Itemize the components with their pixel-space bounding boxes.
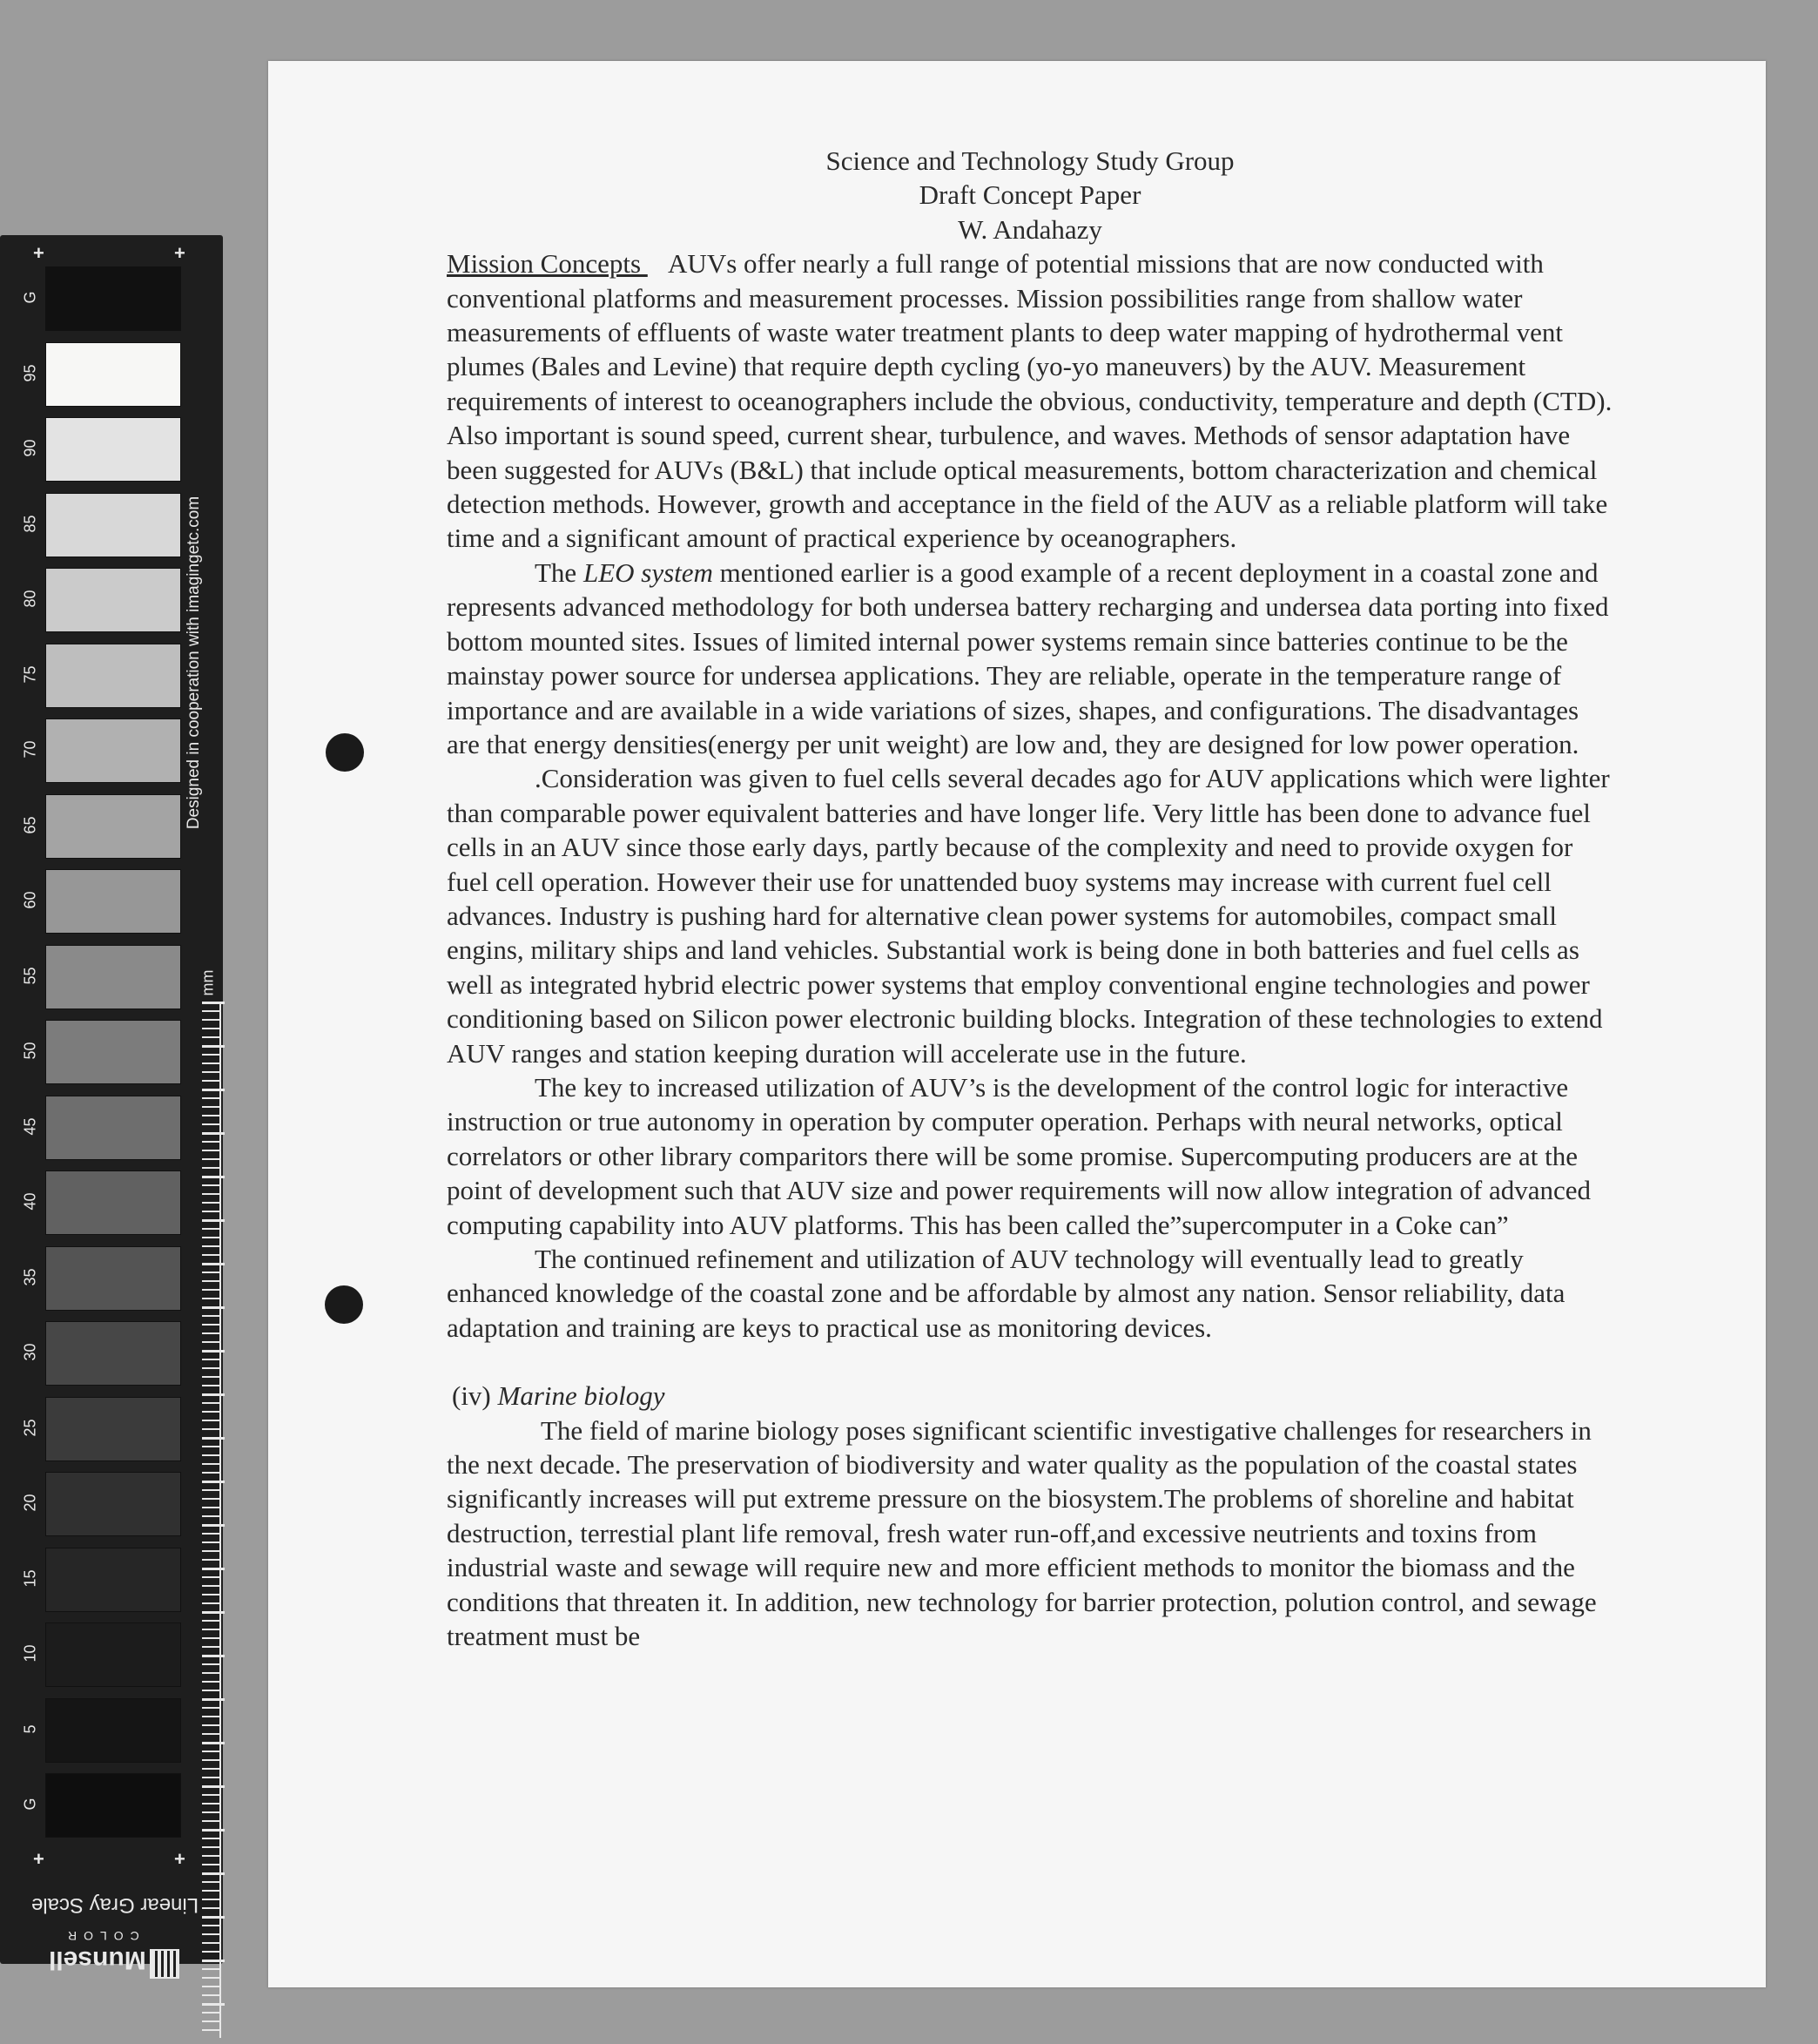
section-heading-marine-biology	[447, 1379, 1613, 1413]
gray-level-label: 15	[21, 1568, 39, 1588]
paragraph-mission-concepts	[447, 246, 1613, 556]
gray-level-label: 30	[21, 1343, 39, 1361]
munsell-logo-icon	[150, 1949, 179, 1979]
gray-swatch	[45, 869, 181, 934]
gray-level-label: G	[21, 291, 39, 304]
gray-swatch	[45, 1548, 181, 1612]
paragraph-1-text: AUVs offer nearly a full range of potential missions that are now conducted with conventional platforms and measurement processes. Mission possibilities range from shallow water measurements of effluents of waste water treatment plants to deep water mapping of hydrothermal vent plumes (Bales and Levine) that require depth cycling (yo-yo maneuvers) by the AUV. Measurement requirements of interest to oceanographers include the obvious, conductivity, temperature and depth (CTD). Also important is sound speed, current shear, turbulence, and waves. Methods of sensor adaptation have been suggested for AUVs (B&L) that include optical measurements, bottom characterization and chemical detection methods. However, growth and acceptance in the field of the AUV as a reliable platform will take time and a significant amount of practical experience by oceanographers.	[447, 248, 1613, 554]
gray-swatch	[45, 1622, 181, 1687]
card-credit: Designed in cooperation with imagingetc.com	[185, 496, 203, 830]
document-header	[447, 144, 1613, 246]
gray-level-label: 60	[21, 891, 39, 909]
card-brand-name: Munsell	[49, 1946, 146, 1974]
registration-plus: +	[33, 1848, 44, 1870]
punch-hole-bottom	[325, 1285, 363, 1324]
header-line-1: Science and Technology Study Group	[825, 145, 1235, 176]
gray-level-label: 90	[21, 439, 39, 457]
gray-swatch	[45, 1321, 181, 1386]
paragraph-2-lead: The	[535, 557, 583, 588]
paragraph-marine-biology: The field of marine biology poses significant scientific investigative challenges for researchers in the next decade. The preservation of biodiversity and water quality as the population of the coastal states significantly increases will put extreme pressure on the biosystem.The problems of shoreline and habitat destruction, terrestial plant life removal, fresh water run-off,and excessive neutrients and toxins from industrial waste and sewage will require new and more efficient methods to monitor the biomass and the conditions that threaten it. In addition, new technology for barrier protection, polution control, and sewage treatment must be	[447, 1414, 1597, 1652]
gray-level-label: 75	[21, 664, 39, 684]
ruler-unit: mm	[199, 969, 217, 996]
section-title: Marine biology	[497, 1380, 665, 1412]
gray-level-label: 20	[21, 1494, 39, 1512]
gray-level-label: 10	[21, 1644, 39, 1663]
gray-level-label: 85	[21, 514, 39, 533]
header-author: W. Andahazy	[958, 213, 1102, 245]
gray-level-label: 55	[21, 966, 39, 985]
document-body	[447, 144, 1613, 1653]
gray-swatch	[45, 1020, 181, 1084]
card-brand-sub: COLOR	[61, 1929, 139, 1943]
leo-system-term: LEO system	[582, 557, 713, 588]
mission-concepts-heading: Mission Concepts	[447, 248, 648, 280]
gray-swatch	[45, 1170, 181, 1235]
gray-level-label: 40	[21, 1192, 39, 1211]
gray-level-label: 25	[21, 1418, 39, 1437]
paragraph-fuel-cells: .Consideration was given to fuel cells several decades ago for AUV applications which were lighter than comparable power equivalent batteries and have longer life. Very little has been done to advance fuel cells in an AUV since those early days, partly because of the complexity and need to provide oxygen for fuel cell operation. However their use for unattended buoy systems may increase with current fuel cell advances. Industry is pushing hard for alternative clean power systems for automobiles, compact small engins, military ships and land vehicles. Substantial work is being done in both batteries and fuel cells as well as integrated hybrid electric power systems that employ conventional engine technologies and power conditioning based on Silicon power electronic building blocks. Integration of these technologies to extend AUV ranges and station keeping duration will accelerate use in the future.	[447, 763, 1610, 1069]
punch-hole-top	[326, 733, 364, 772]
gray-swatch	[45, 266, 181, 331]
gray-swatch	[45, 342, 181, 407]
section-number: (iv)	[452, 1380, 498, 1412]
registration-plus: +	[174, 242, 185, 264]
gray-swatch	[45, 568, 181, 632]
gray-swatch	[45, 1472, 181, 1536]
gray-level-label: 50	[21, 1042, 39, 1060]
header-line-2: Draft Concept Paper	[919, 179, 1141, 211]
gray-swatch	[45, 1698, 181, 1763]
paragraph-refinement: The continued refinement and utilization of AUV technology will eventually lead to greatly enhanced knowledge of the coastal zone and be affordable by almost any nation. Sensor reliability, data adaptation and training are keys to practical use as monitoring devices.	[447, 1244, 1566, 1343]
gray-scale-card	[0, 235, 223, 1974]
registration-plus: +	[33, 242, 44, 264]
gray-level-label: 80	[21, 590, 39, 608]
gray-swatch	[45, 493, 181, 557]
paragraph-leo-system	[447, 556, 1613, 761]
gray-swatch	[45, 718, 181, 783]
gray-level-label: 5	[21, 1724, 39, 1734]
gray-swatch	[45, 1773, 181, 1838]
gray-level-label: G	[21, 1798, 39, 1811]
gray-swatch	[45, 945, 181, 1009]
gray-level-label: 45	[21, 1116, 39, 1136]
gray-swatch	[45, 417, 181, 482]
card-product-name: Linear Gray Scale	[31, 1893, 199, 1917]
gray-level-label: 65	[21, 815, 39, 834]
gray-level-label: 95	[21, 363, 39, 382]
gray-swatch	[45, 644, 181, 708]
gray-swatch	[45, 1397, 181, 1461]
gray-swatch	[45, 794, 181, 859]
gray-level-label: 70	[21, 740, 39, 759]
mm-ruler-baseline	[219, 1002, 221, 2038]
gray-level-label: 35	[21, 1267, 39, 1286]
document-page	[268, 61, 1766, 1987]
paragraph-autonomy: The key to increased utilization of AUV’s is the development of the control logic for interactive instruction or true autonomy in operation by computer operation. Perhaps with neural networks, optical correlators or other library comparitors there will be some promise. Supercomputing producers are at the point of development such that AUV size and power requirements will now allow integration of advanced computing capability into AUV platforms. This has been called the”supercomputer in a Coke can”	[447, 1071, 1592, 1240]
gray-swatch	[45, 1096, 181, 1160]
gray-swatch	[45, 1246, 181, 1311]
registration-plus: +	[174, 1848, 185, 1870]
mm-ruler-major-ticks	[202, 1002, 225, 2038]
paragraph-2-text: mentioned earlier is a good example of a recent deployment in a coastal zone and represents advanced methodology for both undersea battery recharging and undersea data porting into fixed bottom mounted sites. Issues of limited internal power systems remain since batteries continue to be the mainstay power source for undersea applications. They are reliable, operate in the temperature range of importance and are available in a wide variations of sizes, shapes, and configurations. The disadvantages are that energy densities(energy per unit weight) are low and, they are designed for low power operation.	[447, 557, 1609, 759]
